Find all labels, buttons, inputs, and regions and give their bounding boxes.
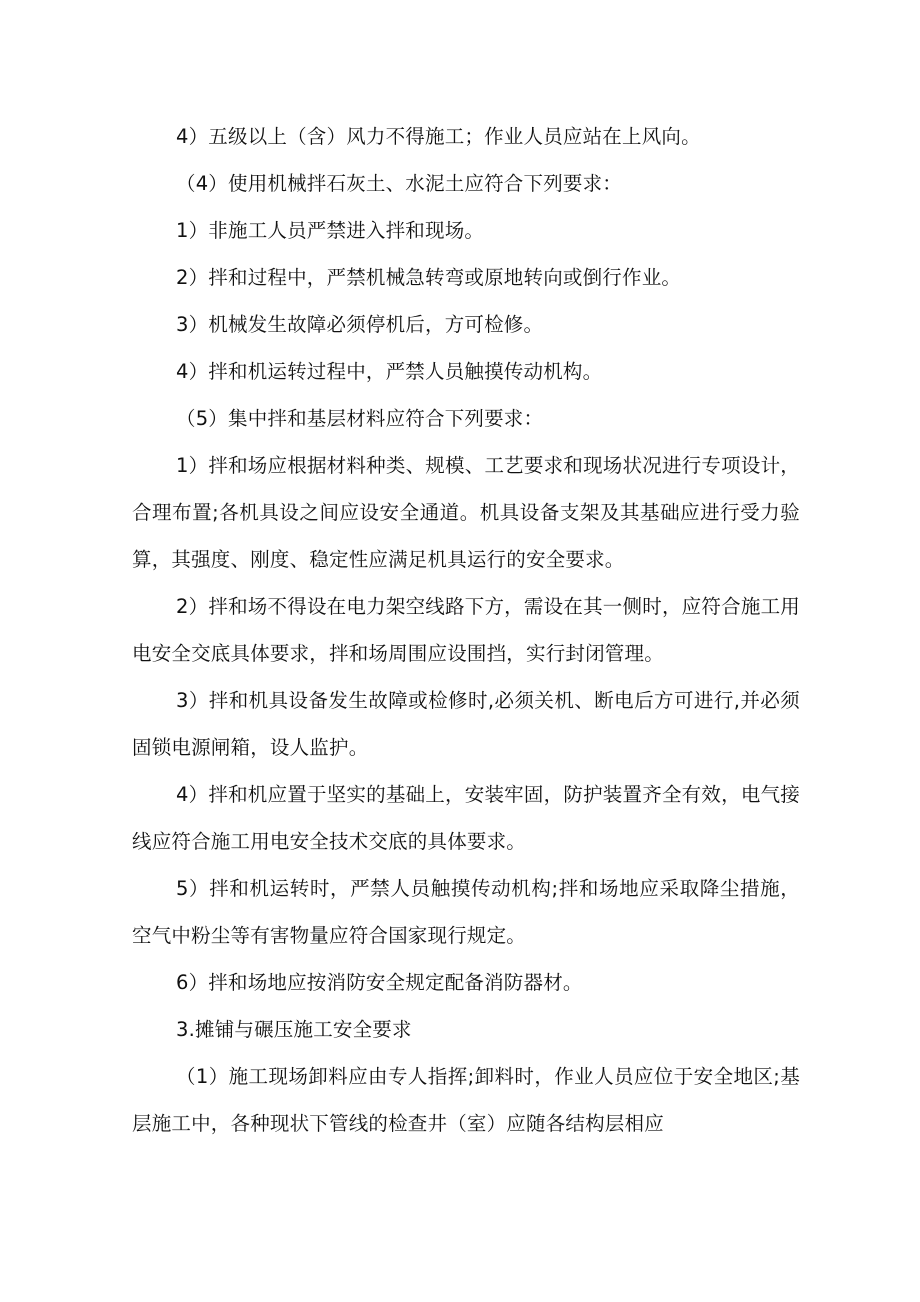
section-heading-paving-rolling: 3.摊铺与碾压施工安全要求 bbox=[176, 1018, 412, 1041]
paragraph-mixing-item-2: 2）拌和过程中，严禁机械急转弯或原地转向或倒行作业。 bbox=[176, 266, 682, 289]
paragraph-central-item-2: 2）拌和场不得设在电力架空线路下方，需设在其一侧时，应符合施工用电安全交底具体要求，拌和场周围应设围挡，实行封闭管理。 bbox=[132, 595, 800, 665]
paragraph-mixing-requirements-heading: （4）使用机械拌石灰土、水泥土应符合下列要求： bbox=[176, 172, 623, 195]
paragraph-mixing-item-1: 1）非施工人员严禁进入拌和现场。 bbox=[176, 219, 485, 242]
paragraph-wind-level: 4）五级以上（含）风力不得施工；作业人员应站在上风向。 bbox=[176, 125, 701, 148]
document-body bbox=[132, 113, 800, 1147]
paragraph-central-item-1: 1）拌和场应根据材料种类、规模、工艺要求和现场状况进行专项设计，合理布置;各机具设之间应设安全通道。机具设备支架及其基础应进行受力验算，其强度、刚度、稳定性应满足机具运行的安全要求。 bbox=[132, 454, 800, 571]
paragraph-mixing-item-4: 4）拌和机运转过程中，严禁人员触摸传动机构。 bbox=[176, 360, 603, 383]
paragraph-central-item-3: 3）拌和机具设备发生故障或检修时,必须关机、断电后方可进行,并必须固锁电源闸箱，设人监护。 bbox=[132, 689, 800, 759]
paragraph-central-item-4: 4）拌和机应置于坚实的基础上，安装牢固，防护装置齐全有效，电气接线应符合施工用电安全技术交底的具体要求。 bbox=[132, 783, 800, 853]
paragraph-mixing-item-3: 3）机械发生故障必须停机后，方可检修。 bbox=[176, 313, 544, 336]
paragraph-central-mixing-heading: （5）集中拌和基层材料应符合下列要求： bbox=[176, 407, 544, 430]
paragraph-paving-item-1: （1）施工现场卸料应由专人指挥;卸料时，作业人员应位于安全地区;基层施工中，各种现状下管线的检查井（室）应随各结构层相应 bbox=[132, 1065, 800, 1135]
paragraph-central-item-6: 6）拌和场地应按消防安全规定配备消防器材。 bbox=[176, 971, 583, 994]
paragraph-central-item-5: 5）拌和机运转时，严禁人员触摸传动机构;拌和场地应采取降尘措施，空气中粉尘等有害物量应符合国家现行规定。 bbox=[132, 877, 800, 947]
